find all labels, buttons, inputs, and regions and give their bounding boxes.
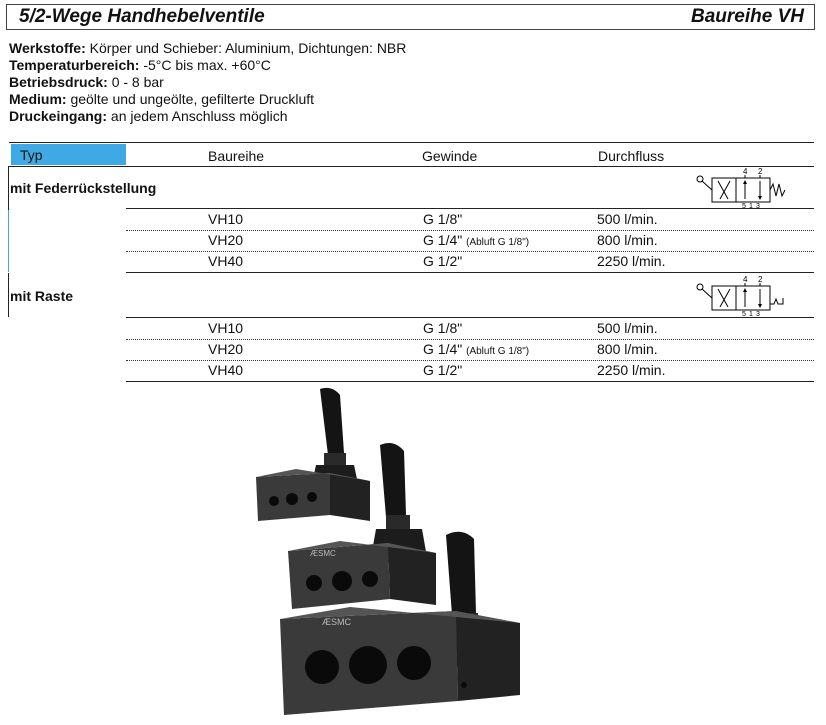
group-bar-accent [8, 210, 9, 272]
cell-durchfluss: 2250 l/min. [597, 253, 666, 269]
table-row [126, 360, 814, 382]
cell-gewinde: G 1/8" [423, 320, 463, 336]
cell-gewinde: G 1/4" (Abluft G 1/8") [423, 341, 530, 357]
cell-gewinde: G 1/2" [423, 253, 463, 269]
group-title-spring-return: mit Federrückstellung [10, 180, 157, 196]
table-row [126, 251, 814, 273]
cell-baureihe: VH40 [208, 253, 244, 269]
cell-baureihe: VH20 [208, 341, 244, 357]
cell-gewinde: G 1/8" [423, 211, 463, 227]
page-header [6, 4, 815, 30]
cell-baureihe: VH10 [208, 211, 244, 227]
svg-text:2: 2 [758, 167, 763, 176]
valve-spring-return-symbol [692, 166, 796, 210]
svg-text:5: 5 [742, 311, 746, 318]
group-bar [8, 166, 9, 210]
three-hand-lever-valves-photo [240, 385, 540, 720]
spec-list [9, 40, 406, 125]
valve-detent-symbol [692, 274, 796, 318]
cell-baureihe: VH20 [208, 232, 244, 248]
cell-gewinde: G 1/4" (Abluft G 1/8") [423, 232, 530, 248]
page-title: 5/2-Wege Handhebelventile [19, 6, 265, 27]
group-title-detent: mit Raste [10, 288, 74, 304]
column-typ: Typ [11, 144, 126, 165]
column-baureihe: Baureihe [208, 148, 265, 164]
table-row [126, 209, 814, 231]
table-row [126, 318, 814, 340]
svg-text:5: 5 [742, 203, 746, 210]
spec-medium: Medium: geölte und ungeölte, gefilterte Druckluft [9, 91, 315, 107]
svg-text:4: 4 [743, 167, 748, 176]
spec-inlet: Druckeingang: an jedem Anschluss möglich [9, 108, 288, 124]
cell-durchfluss: 500 l/min. [597, 211, 658, 227]
cell-durchfluss: 800 l/min. [597, 232, 658, 248]
svg-text:3: 3 [756, 203, 760, 210]
valve-vh10-image [256, 388, 370, 521]
cell-gewinde: G 1/2" [423, 362, 463, 378]
series-title: Baureihe VH [691, 6, 804, 27]
svg-text:4: 4 [743, 275, 748, 284]
cell-durchfluss: 2250 l/min. [597, 362, 666, 378]
cell-durchfluss: 800 l/min. [597, 341, 658, 357]
spec-materials: Werkstoffe: Körper und Schieber: Aluminium, Dichtungen: NBR [9, 40, 407, 56]
valve-vh20-image [288, 443, 436, 609]
svg-text:2: 2 [758, 275, 763, 284]
table-row [126, 230, 814, 252]
svg-text:1: 1 [749, 311, 753, 318]
column-durchfluss: Durchfluss [598, 148, 665, 164]
cell-baureihe: VH40 [208, 362, 244, 378]
group-bar [8, 273, 9, 317]
cell-baureihe: VH10 [208, 320, 244, 336]
table-header [9, 142, 814, 167]
spec-temperature: Temperaturbereich: -5°C bis max. +60°C [9, 57, 271, 73]
spec-pressure: Betriebsdruck: 0 - 8 bar [9, 74, 164, 90]
svg-text:3: 3 [756, 311, 760, 318]
svg-text:ÆSMC: ÆSMC [322, 617, 351, 627]
table-row [126, 339, 814, 361]
column-gewinde: Gewinde [422, 148, 478, 164]
svg-text:1: 1 [749, 203, 753, 210]
cell-durchfluss: 500 l/min. [597, 320, 658, 336]
svg-text:ÆSMC: ÆSMC [310, 549, 336, 558]
